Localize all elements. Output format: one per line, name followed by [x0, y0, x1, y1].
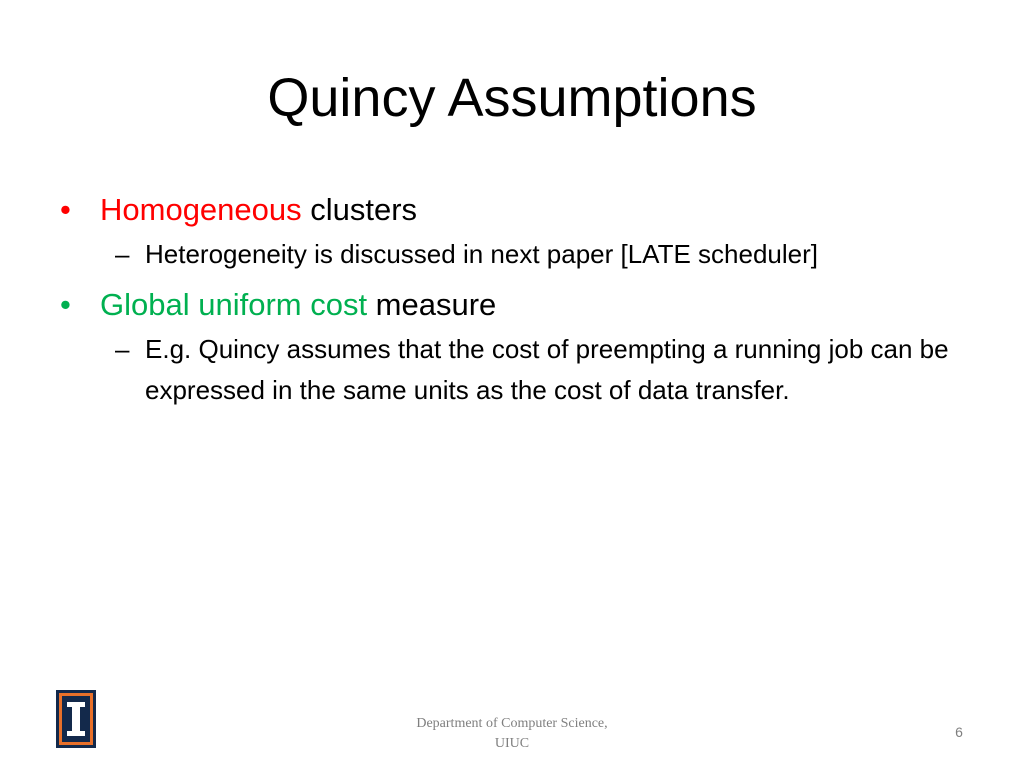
bullet-text: measure: [367, 287, 497, 322]
sub-bullet-item: [115, 234, 970, 275]
bullet-item: [60, 283, 970, 327]
sub-bullet-item: [115, 329, 970, 411]
slide-content: [60, 188, 970, 419]
footer-department-text: [370, 714, 654, 754]
illinois-block-i-icon: [56, 690, 96, 748]
bullet-item: [60, 188, 970, 232]
bullet-marker: •: [60, 192, 71, 227]
bullet-highlight-text: Global uniform cost: [100, 287, 368, 322]
footer-line-2: UIUC: [494, 736, 530, 751]
bullet-marker: •: [60, 287, 71, 322]
sub-bullet-marker: –: [115, 334, 130, 364]
page-number: 6: [955, 724, 963, 740]
sub-bullet-text: E.g. Quincy assumes that the cost of preempting a running job can be expressed in the same units as the cost of data transfer.: [145, 334, 949, 405]
sub-bullet-marker: –: [115, 239, 130, 269]
bullet-text: clusters: [301, 192, 418, 227]
footer-line-1: Department of Computer Science,: [416, 716, 608, 731]
bullet-highlight-text: Homogeneous: [100, 192, 302, 227]
sub-bullet-text: Heterogeneity is discussed in next paper [LATE scheduler]: [145, 239, 818, 269]
slide-title: Quincy Assumptions: [267, 68, 757, 128]
